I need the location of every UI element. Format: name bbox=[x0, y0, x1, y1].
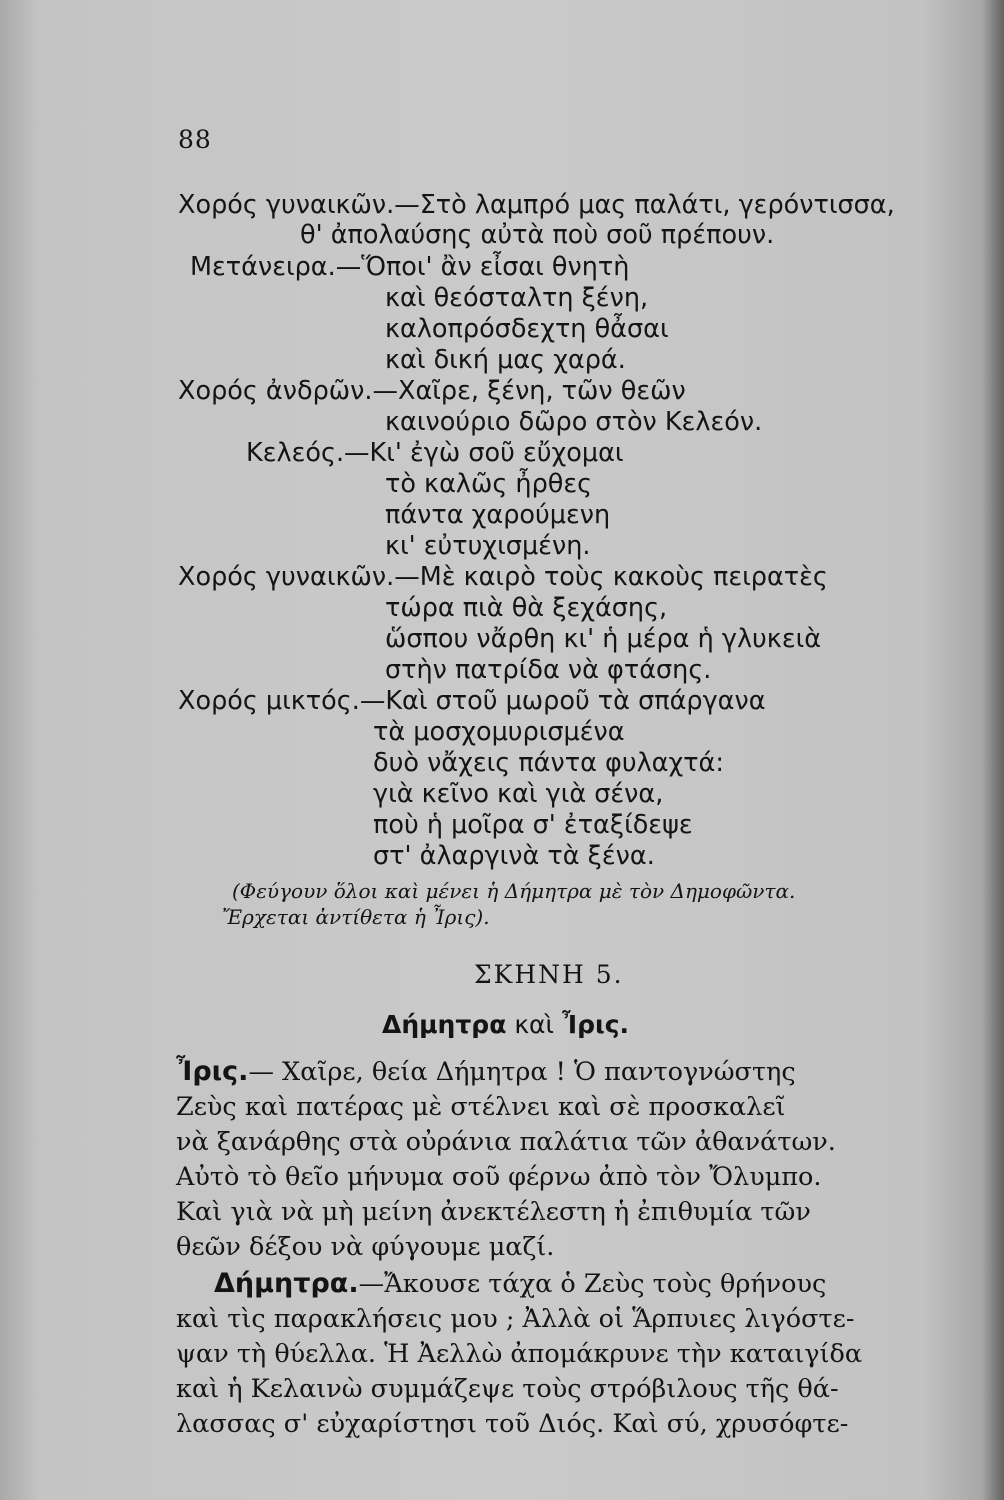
prose-line: ψαν τὴ θύελλα. Ἡ Ἀελλὼ ἀπομάκρυνε τὴν καταιγίδα bbox=[176, 1339, 863, 1369]
verse-line: στὴν πατρίδα νὰ φτάσης. bbox=[385, 655, 712, 685]
verse-line: δυὸ νἄχεις πάντα φυλαχτά: bbox=[373, 748, 724, 778]
verse-line: τὰ μοσχομυρισμένα bbox=[373, 717, 625, 747]
scene-title-character-1: Δήμητρα bbox=[382, 1010, 507, 1039]
stage-direction-line: Ἔρχεται ἀντίθετα ἡ Ἶρις). bbox=[222, 905, 490, 929]
verse-line: Χορός μικτός.—Καὶ στοῦ μωροῦ τὰ σπάργανα bbox=[178, 686, 766, 716]
verse-line: Χορός γυναικῶν.—Μὲ καιρὸ τοὺς κακοὺς πειρατὲς bbox=[178, 562, 828, 592]
verse-line: ὥσπου νἄρθη κι' ἡ μέρα ἡ γλυκειὰ bbox=[385, 624, 822, 654]
verse-line: καὶ δική μας χαρά. bbox=[385, 345, 626, 375]
scene-heading: ΣΚΗΝΗ 5. bbox=[474, 960, 624, 989]
scene-title-character-2: Ἶρις. bbox=[561, 1010, 630, 1039]
scene-title bbox=[382, 1010, 629, 1039]
verse-line: τώρα πιὰ θὰ ξεχάσης, bbox=[385, 593, 668, 623]
verse-line: καινούριο δῶρο στὸν Κελεόν. bbox=[385, 407, 763, 437]
verse-line: Μετάνειρα.—Ὅποι' ἂν εἶσαι θνητὴ bbox=[190, 252, 630, 282]
prose-line: λασσας σ' εὐχαρίστησι τοῦ Διός. Καὶ σύ, χρυσόφτε- bbox=[176, 1409, 849, 1439]
prose-line bbox=[214, 1268, 826, 1300]
prose-text: —Ἄκουσε τάχα ὁ Ζεὺς τοὺς θρήνους bbox=[358, 1269, 827, 1299]
prose-text: — Χαῖρε, θεία Δήμητρα ! Ὁ παντογνώστης bbox=[248, 1057, 796, 1087]
verse-line: θ' ἀπολαύσης αὐτὰ ποὺ σοῦ πρέπουν. bbox=[300, 220, 775, 250]
verse-line: πάντα χαρούμενη bbox=[385, 500, 611, 530]
verse-line: Χορός ἀνδρῶν.—Χαῖρε, ξένη, τῶν θεῶν bbox=[178, 376, 686, 406]
page-edge-shadow bbox=[982, 0, 1004, 1500]
verse-line: καὶ θεόσταλτη ξένη, bbox=[385, 283, 649, 313]
verse-line: κι' εὐτυχισμένη. bbox=[385, 531, 591, 561]
prose-line: νὰ ξανάρθης στὰ οὐράνια παλάτια τῶν ἀθανάτων. bbox=[176, 1127, 836, 1157]
verse-line: Κελεός.—Κι' ἐγὼ σοῦ εὔχομαι bbox=[246, 438, 624, 468]
scene-title-conjunction: καὶ bbox=[514, 1010, 555, 1039]
prose-line: Αὐτὸ τὸ θεῖο μήνυμα σοῦ φέρνω ἀπὸ τὸν Ὄλυμπο. bbox=[176, 1162, 822, 1192]
verse-line: στ' ἀλαργινὰ τὰ ξένα. bbox=[373, 841, 655, 871]
prose-line: Καὶ γιὰ νὰ μὴ μείνη ἀνεκτέλεστη ἡ ἐπιθυμία τῶν bbox=[176, 1197, 811, 1227]
page-number: 88 bbox=[178, 125, 212, 154]
prose-line: θεῶν δέξου νὰ φύγουμε μαζί. bbox=[176, 1232, 555, 1262]
verse-line: ποὺ ἡ μοῖρα σ' ἐταξίδεψε bbox=[373, 810, 693, 840]
prose-line: Ζεὺς καὶ πατέρας μὲ στέλνει καὶ σὲ προσκαλεῖ bbox=[176, 1092, 786, 1122]
prose-line: καὶ τὶς παρακλήσεις μου ; Ἀλλὰ οἱ Ἅρπυιες λιγόστε- bbox=[176, 1304, 855, 1334]
verse-line: τὸ καλῶς ἦρθες bbox=[385, 469, 593, 499]
stage-direction-line: (Φεύγουν ὅλοι καὶ μένει ἡ Δήμητρα μὲ τὸν Δημοφῶντα. bbox=[232, 879, 796, 903]
speaker-iris: Ἶρις. bbox=[176, 1056, 249, 1087]
verse-line: Χορός γυναικῶν.—Στὸ λαμπρό μας παλάτι, γερόντισσα, bbox=[178, 190, 895, 220]
prose-line: καὶ ἡ Κελαινὼ συμμάζεψε τοὺς στρόβιλους τῆς θά- bbox=[176, 1374, 839, 1404]
verse-line: καλοπρόσδεχτη θἆσαι bbox=[385, 314, 669, 344]
verse-line: γιὰ κεῖνο καὶ γιὰ σένα, bbox=[373, 779, 664, 809]
speaker-demetra: Δήμητρα. bbox=[214, 1268, 359, 1299]
prose-line bbox=[176, 1056, 796, 1088]
